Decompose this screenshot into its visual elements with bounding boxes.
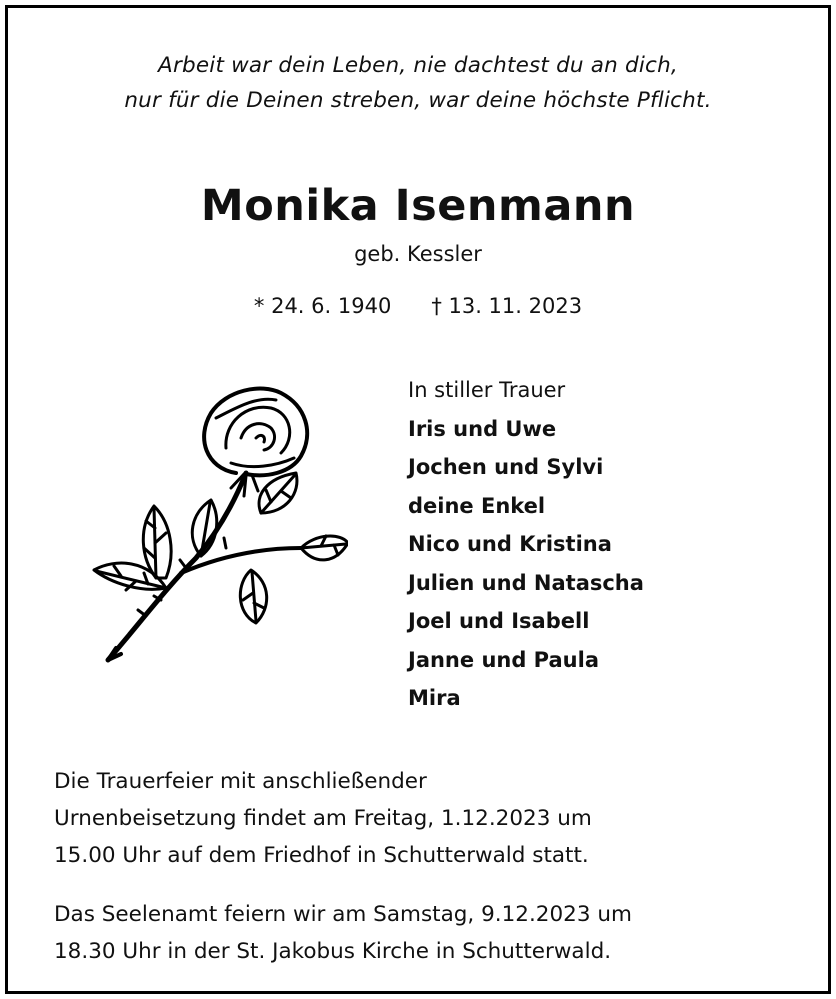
mourner-name: Iris und Uwe (408, 416, 557, 441)
mourner-name: Mira (408, 686, 461, 710)
requiem-notice (54, 896, 814, 970)
notice-line: 18.30 Uhr in der St. Jakobus Kirche in Schutterwald. (54, 939, 612, 964)
verse-line: nur für die Deinen streben, war deine höchste Pflicht. (124, 88, 712, 113)
rose-drawing-icon (86, 378, 348, 668)
verse-line: Arbeit war dein Leben, nie dachtest du an dich, (158, 53, 678, 78)
notice-line: 15.00 Uhr auf dem Friedhof in Schutterwald statt. (54, 843, 589, 868)
mourner-name: Janne und Paula (408, 647, 599, 672)
notice-line: Das Seelenamt feiern wir am Samstag, 9.12.2023 um (54, 902, 632, 927)
notice-line: Urnenbeisetzung findet am Freitag, 1.12.2023 um (54, 806, 592, 831)
maiden-name: geb. Kessler (354, 242, 482, 266)
mourners-list (408, 371, 644, 718)
life-dates (8, 291, 828, 321)
obituary-frame (5, 5, 831, 994)
mourner-name: deine Enkel (408, 493, 546, 518)
mourner-name: Jochen und Sylvi (408, 455, 604, 479)
deceased-name: Monika Isenmann (200, 181, 636, 231)
mourner-name: Nico und Kristina (408, 532, 612, 556)
memorial-verse (8, 48, 828, 118)
funeral-notice (54, 763, 814, 874)
mourner-name: Joel und Isabell (408, 609, 590, 633)
birth-date: * 24. 6. 1940 (253, 294, 392, 318)
mourner-name: Julien und Natascha (408, 570, 644, 595)
notice-line: Die Trauerfeier mit anschließender (54, 769, 427, 794)
mourners-intro: In stiller Trauer (408, 378, 566, 402)
death-date: † 13. 11. 2023 (431, 294, 583, 318)
